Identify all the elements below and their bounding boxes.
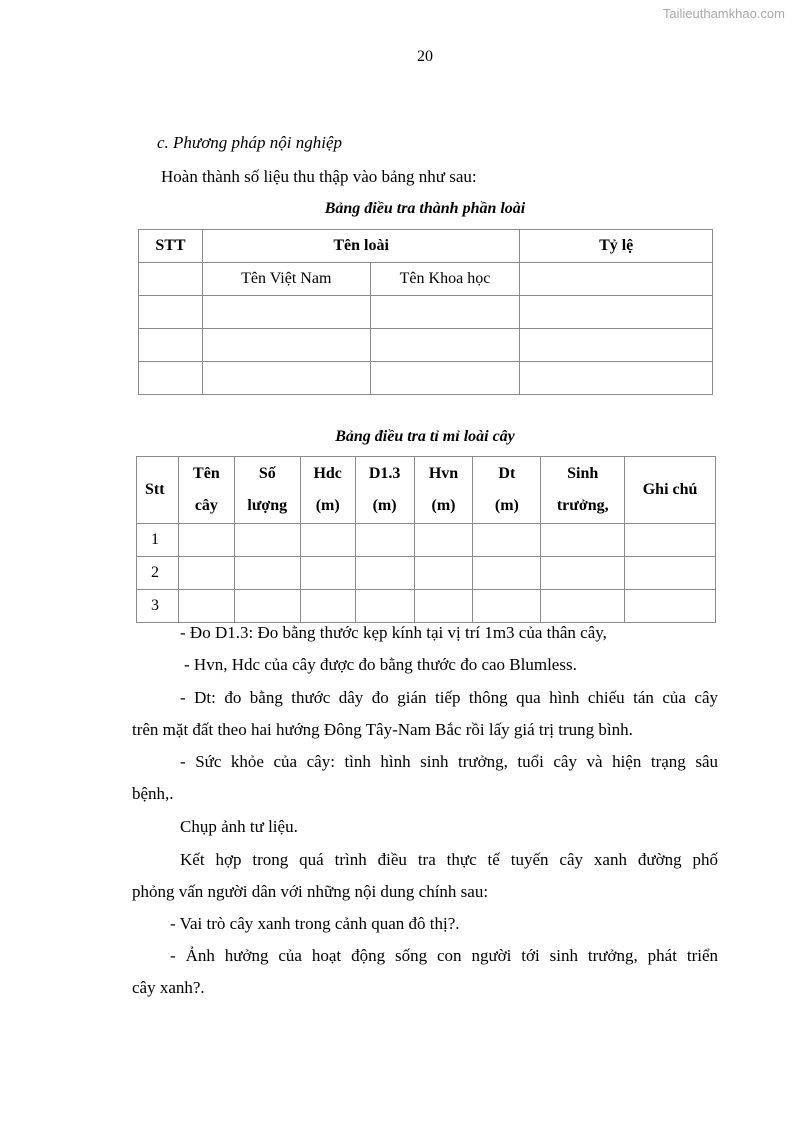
table1-caption: Bảng điều tra thành phần loài [324,200,526,217]
col-scientific-name: Tên Khoa học [370,263,520,296]
col-tree-name: Tên cây [178,457,234,524]
col-hvn: Hvn (m) [414,457,473,524]
paragraph-impact-line1: - Ảnh hưởng của hoạt động sống con người tới sinh trưởng, phát triển [170,946,718,965]
tree-survey-table [136,456,716,623]
row-index: 2 [137,557,179,590]
species-composition-table [138,229,713,395]
col-stt: STT [139,230,203,263]
watermark: Tailieuthamkhao.com [662,6,785,21]
col-hdc: Hdc (m) [300,457,355,524]
col-species-name: Tên loài [202,230,519,263]
paragraph-dt-line1: - Dt: đo bằng thước dây đo gián tiếp thông qua hình chiếu tán của cây [180,688,718,707]
paragraph-impact-line2: cây xanh?. [132,978,205,997]
col-growth: Sinh trưởng, [541,457,625,524]
paragraph-photo: Chụp ảnh tư liệu. [180,817,298,836]
paragraph-dt-line2: trên mặt đất theo hai hướng Đông Tây-Nam Bắc rồi lấy giá trị trung bình. [132,720,633,739]
table-header-row [137,457,716,524]
table-row [137,524,716,557]
col-vietnamese-name: Tên Việt Nam [202,263,370,296]
table-cell [520,263,713,296]
paragraph-interview-line2: phỏng vấn người dân với những nội dung chính sau: [132,882,489,901]
table-subheader-row [139,263,713,296]
intro-text: Hoàn thành số liệu thu thập vào bảng như sau: [161,167,477,186]
page-number: 20 [417,48,433,65]
paragraph-role: - Vai trò cây xanh trong cảnh quan đô thị?. [170,914,460,933]
col-notes: Ghi chú [625,457,716,524]
table-cell [139,263,203,296]
paragraph-health-line2: bệnh,. [132,784,174,803]
paragraph-interview-line1: Kết hợp trong quá trình điều tra thực tế tuyến cây xanh đường phố [180,850,718,869]
section-heading: c. Phương pháp nội nghiệp [157,133,343,152]
col-quantity: Số lượng [234,457,300,524]
table-row [137,557,716,590]
table-row [139,329,713,362]
col-ratio: Tỷ lệ [520,230,713,263]
paragraph-health-line1: - Sức khỏe của cây: tình hình sinh trưởng, tuổi cây và hiện trạng sâu [180,752,718,771]
row-index: 3 [137,590,179,623]
table2-caption: Bảng điều tra tỉ mỉ loài cây [335,428,515,445]
col-stt: Stt [137,457,179,524]
col-d13: D1.3 (m) [355,457,414,524]
paragraph-d13: - Đo D1.3: Đo bằng thước kẹp kính tại vị trí 1m3 của thân cây, [180,623,607,642]
col-dt: Dt (m) [473,457,541,524]
table-header-row [139,230,713,263]
table-row [139,296,713,329]
row-index: 1 [137,524,179,557]
paragraph-hvn: - Hvn, Hdc của cây được đo bằng thước đo cao Blumless. [184,655,577,674]
table-row [139,362,713,395]
